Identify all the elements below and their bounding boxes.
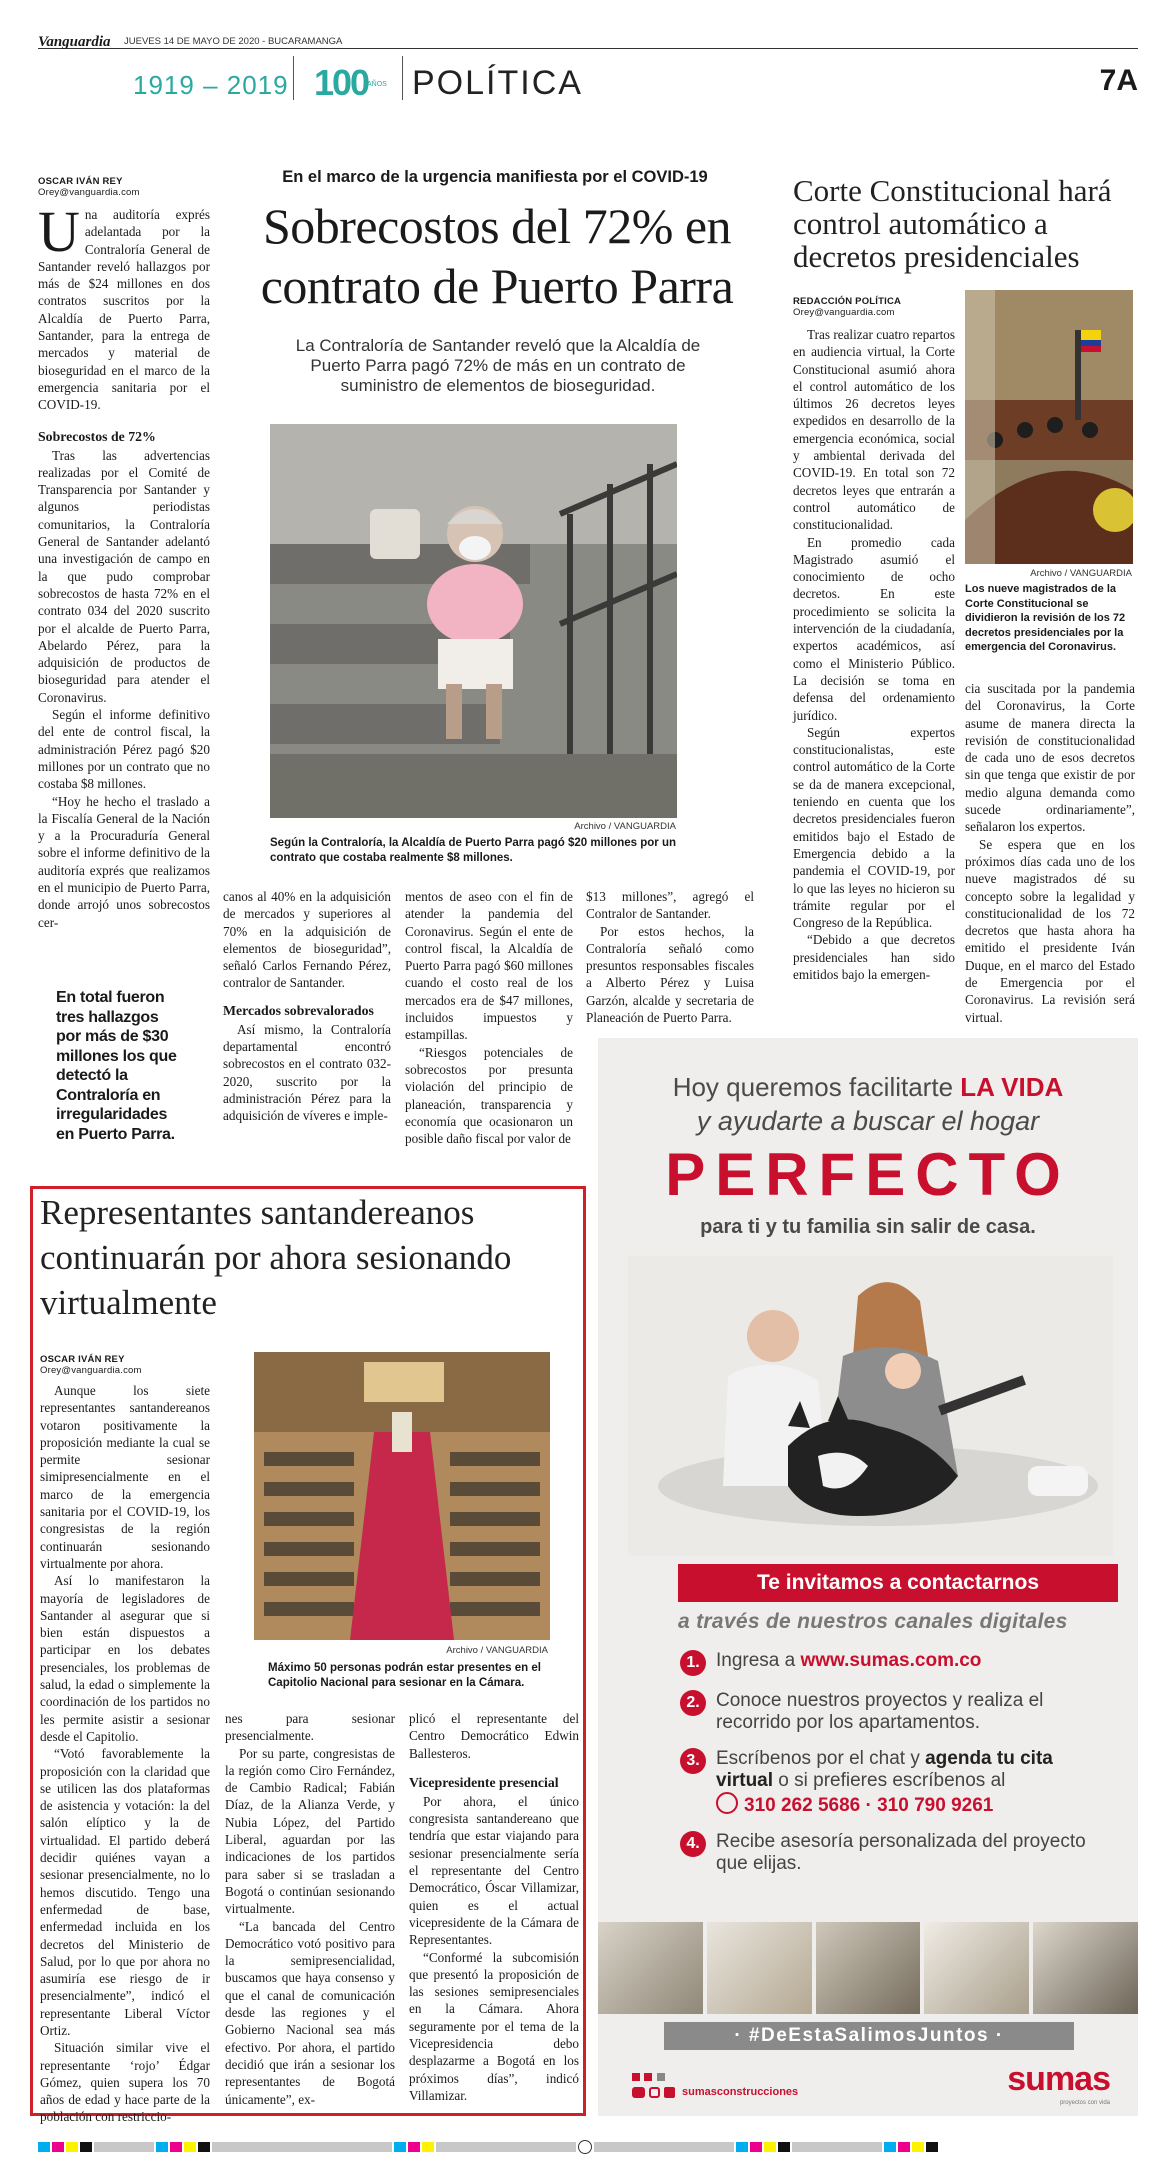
ad-life-emphasis: LA VIDA	[960, 1072, 1064, 1102]
ad-step-2	[680, 1690, 1110, 1734]
reps-byline-name: OSCAR IVÁN REY	[40, 1354, 125, 1365]
masthead-divider-2	[402, 56, 403, 100]
reps-col2-paragraph-1: nes para sesionar presencialmente.	[225, 1711, 395, 1744]
reps-photo-credit: Archivo / VANGUARDIA	[446, 1645, 548, 1656]
court-headline: Corte Constitucional hará control automático a decretos presidenciales	[793, 173, 1112, 274]
lead-photo-credit: Archivo / VANGUARDIA	[574, 821, 676, 832]
lead-dropcap: U	[38, 199, 80, 264]
court-photo	[965, 290, 1133, 564]
ad-step-1-text: Ingresa a www.sumas.com.co	[716, 1650, 982, 1671]
court-byline-email: Orey@vanguardia.com	[793, 307, 895, 318]
pull-quote: En total fueron tres hallazgos por más de $30 millones los que detectó la Contraloría en irregularidades en Puerto Parra.	[56, 989, 177, 1143]
reps-headline: Representantes santandereanos continuarán por ahora sesionando virtualmente	[40, 1193, 512, 1322]
lead-deck: La Contraloría de Santander reveló que la Alcaldía de Puerto Parra pagó 72% de más en un contrato de suministro de elementos de bioseguridad.	[295, 336, 701, 395]
ad-step-4	[680, 1831, 1110, 1875]
ad-brand-logo: sumas	[1007, 2060, 1110, 2098]
ad-step-4-number: 4.	[680, 1831, 706, 1857]
reps-column-1	[40, 1382, 210, 2126]
lead-col2-paragraph-1: canos al 40% en la adquisición de mercados y superiores al 70% en la adquisición de elementos de bioseguridad”, señaló Carlos Fernando Pérez, contralor de Santander.	[223, 889, 391, 991]
lead-column-1	[38, 199, 210, 931]
court-paragraph-1: Tras realizar cuatro repartos en audiencia virtual, la Corte Constitucional asumió ahora el control automático de los últimos 26 decretos leyes expedidos en desarrollo de la emergencia económica, social y ambiental derivada del COVID-19. En total son 72 decretos leyes que entrarán a control automático de constitucionalidad.	[793, 327, 955, 533]
ad-brand-tagline: proyectos con vida	[1059, 2100, 1110, 2106]
reps-paragraph-2: Así lo manifestaron la mayoría de legisladores de Santander al asegurar que si bien están dispuestos a participar en los debates presenciales, los problemas de salud, la edad o simplemente la coordinación de los partidos no les permite asistir a sesionar desde el Capitolio.	[40, 1573, 210, 1744]
lead-kicker: En el marco de la urgencia manifiesta por el COVID-19	[282, 168, 708, 186]
court-column-2	[965, 680, 1135, 1026]
reps-paragraph-3: “Votó favorablemente la proposición con la claridad que se utilicen las dos plataformas de asistencia y votación: la del salón elíptico y la de virtualidad. El partido deberá decidir quiénes vayan a sesionar presencialmente, no lo hemos discutido. Tengo una enfermedad de base, enfermedad incluida en los decretos del Ministerio de Salud, por lo que por ahora no asumiría ese riesgo de ir presencialmente”, indicó el representante Liberal Víctor Ortiz.	[40, 1746, 210, 2038]
lead-column-4	[586, 888, 754, 1026]
lead-byline	[38, 176, 208, 198]
reps-byline-email: Orey@vanguardia.com	[40, 1365, 142, 1376]
lead-paragraph-3: Según el informe definitivo del ente de control fiscal, la administración Pérez pagó $20 millones por un contrato que no costaba $8 millones.	[38, 707, 210, 792]
sumas-advertisement	[598, 1038, 1138, 2116]
lead-col2-paragraph-2: Así mismo, la Contraloría departamental encontró sobrecostos en el contrato 032-2020, suscrito por la administración Pérez para la adquisición de víveres e imple-	[223, 1021, 391, 1124]
lead-col3-paragraph-1: mentos de aseo con el fin de atender la pandemia del Coronavirus. Según el ente de control fiscal, la Alcaldía de Puerto Parra pagó $60 millones cuando el costo real de los mercados era de $47 millones, incluidos impuestos y estampillas.	[405, 889, 573, 1043]
ad-hashtag-bar	[664, 2022, 1074, 2050]
reps-col3-paragraph-1: plicó el representante del Centro Democrático Edwin Ballesteros.	[409, 1711, 579, 1761]
ad-apartment-photo-1	[598, 1922, 703, 2014]
lead-headline: Sobrecostos del 72% en contrato de Puerto Parra	[260, 198, 734, 314]
ad-apartment-photo-3	[816, 1922, 921, 2014]
reps-column-3	[409, 1710, 579, 2104]
ad-line-2: y ayudarte a buscar el hogar	[696, 1106, 1040, 1136]
lead-paragraph-1: Una auditoría exprés adelantada por la Contraloría General de Santander reveló hallazgos por más de $24 millones en dos contratos suscritos por la Alcaldía de Puerto Parra, Santander, para la entrega de mercados y material de bioseguridad en el marco de la emergencia sanitaria por el COVID-19.	[38, 199, 210, 413]
ad-phone[interactable]: 310 262 5686 · 310 790 9261	[744, 1795, 994, 1816]
lead-col3-paragraph-2: “Riesgos potenciales de sobrecostos por presunta violación del principio de planeación, transparencia y economía que ocasionaron un posible daño fiscal por valor de	[405, 1044, 573, 1147]
ad-step-2-text: Conoce nuestros proyectos y realiza el recorrido por los apartamentos.	[716, 1690, 1044, 1733]
ad-contact-banner: Te invitamos a contactarnos	[678, 1564, 1118, 1602]
ad-hashtag: · #DeEstaSalimosJuntos ·	[734, 2025, 1004, 2046]
reps-column-2	[225, 1710, 395, 2108]
ad-line-3: para ti y tu familia sin salir de casa.	[700, 1216, 1036, 1238]
court-paragraph-4: “Debido a que decretos presidenciales han sido emitidos bajo la emergen-	[793, 932, 955, 982]
youtube-icon[interactable]	[632, 2087, 645, 2098]
ad-apartment-photo-2	[707, 1922, 812, 2014]
lead-paragraph-4: “Hoy he hecho el traslado a la Fiscalía General de la Nación y a la Procuraduría General sobre el informe definitivo de la auditoría exprés que realizamos en el municipio de Puerto Parra, donde arrojó unos sobrecostos cer-	[38, 793, 210, 930]
masthead-topline	[38, 48, 1138, 49]
ad-step-4-text: Recibe asesoría personalizada del proyecto que elijas.	[716, 1831, 1086, 1874]
court-col2-paragraph-1: cia suscitada por la pandemia del Coronavirus, la Corte asume de manera directa la revisión de constitucionalidad de cada uno de esos decretos sin que tenga que existir de por medio alguna demanda como sucede ordinariamente”, señalaron los expertos.	[965, 681, 1135, 835]
page-number: 7A	[1099, 64, 1138, 97]
reps-photo	[254, 1352, 550, 1640]
lead-subhead-1: Sobrecostos de 72%	[38, 428, 156, 444]
lead-col4-paragraph-2: Por estos hechos, la Contraloría señaló como presuntos responsables fiscales a Alberto Pérez y Luisa Garzón, alcalde y secretaria de Planeación de Puerto Parra.	[586, 923, 754, 1026]
centenary-logo-small: AÑOS	[367, 81, 387, 88]
lead-byline-name: OSCAR IVÁN REY	[38, 176, 123, 187]
ad-step-2-number: 2.	[680, 1690, 706, 1716]
court-paragraph-2: En promedio cada Magistrado asumió el conocimiento de ocho decretos. En este procedimiento se solicita la intervención de la ciudadanía, expertos académicos, así como el Ministerio Público. La decisión se toma en defensa del ordenamiento jurídico.	[793, 534, 955, 723]
ad-apartment-photo-5	[1033, 1922, 1138, 2014]
ad-step-1	[680, 1650, 1110, 1676]
reps-subhead: Vicepresidente presencial	[409, 1774, 559, 1790]
print-registration-bar	[38, 2142, 1138, 2152]
lead-paragraph-2: Tras las advertencias realizadas por el Comité de Transparencia por Santander y algunos periodistas comunitarios, la Contraloría General de Santander adelantó una investigación de campo en la que pudo comprobar sobrecostos de hasta 72% en el contrato 034 del 2020 suscrito por el alcalde de Puerto Parra, Abelardo Pérez, para la adquisición de productos de bioseguridad para atender el Coronavirus.	[38, 447, 210, 705]
ad-website-link[interactable]: www.sumas.com.co	[800, 1650, 982, 1671]
ad-family-photo	[628, 1256, 1113, 1556]
ad-apartment-strip	[598, 1922, 1138, 2014]
masthead	[38, 34, 1138, 114]
brand-logo: Vanguardia	[38, 34, 111, 50]
ad-social	[632, 2086, 798, 2098]
reps-paragraph-1: Aunque los siete representantes santandereanos votaron positivamente la proposición mediante la cual se permite sesionar simipresencialmente en el marco de la emergencia sanitaria por el COVID-19, los congresistas de la región continuarán sesionando virtualmente por ahora.	[40, 1383, 210, 1571]
whatsapp-icon	[716, 1792, 738, 1814]
court-paragraph-3: Según expertos constitucionalistas, este control automático de la Corte se da de manera excepcional, teniendo en cuenta que los decretos presidenciales fueron emitidos bajo el Estado de Emergencia debido a la pandemia el COVID-19, por lo que las leyes no hicieron su trámite regular por el Congreso de la República.	[793, 724, 955, 931]
ad-logo-squares	[632, 2068, 665, 2086]
reps-col2-paragraph-3: “La bancada del Centro Democrático votó positivo para la semipresencialidad, buscamos que haya consenso y que el canal de comunicación desde las regiones y el Gobierno Nacional sea más efectivo. Por ahora, el partido decidió que irán a sesionar los representantes de Bogotá únicamente”, ex-	[225, 1918, 395, 2107]
ad-big-word: PERFECTO	[665, 1141, 1071, 1208]
lead-col4-paragraph-1: $13 millones”, agregó el Contralor de Santander.	[586, 889, 754, 922]
court-photo-caption: Los nueve magistrados de la Corte Constitucional se dividieron la revisión de los 72 decretos presidenciales por la emergencia del Coronavirus.	[965, 583, 1126, 653]
court-byline	[793, 296, 953, 318]
reps-byline	[40, 1354, 200, 1376]
reps-col3-paragraph-2: Por ahora, el único congresista santandereano que tendría que estar viajando para sesionar presencialmente sería el representante del Centro Democrático, Óscar Villamizar, quien es el actual vicepresidente de la Cámara de Representantes.	[409, 1793, 579, 1948]
lead-photo	[270, 424, 677, 818]
ad-social-handle[interactable]: sumasconstrucciones	[682, 2086, 799, 2098]
ad-subbanner: a través de nuestros canales digitales	[678, 1610, 1068, 1633]
reps-photo-caption: Máximo 50 personas podrán estar presentes en el Capitolio Nacional para sesionar en la Cámara.	[268, 1662, 541, 1689]
section-title: POLÍTICA	[412, 64, 583, 102]
dateline: JUEVES 14 DE MAYO DE 2020 - BUCARAMANGA	[124, 36, 343, 47]
ad-step-3-text: Escríbenos por el chat y agenda tu cita virtual o si prefieres escríbenos al 310 262 5686 · 310 790 9261	[716, 1748, 1053, 1816]
lead-column-2	[223, 888, 391, 1125]
centenary-years: 1919 – 2019	[133, 70, 289, 100]
reps-paragraph-4: Situación similar vive el representante ‘rojo’ Édgar Gómez, quien supera los 70 años de edad y hace parte de la población con restriccio-	[40, 2040, 210, 2125]
masthead-divider	[293, 56, 294, 100]
court-col2-paragraph-2: Se espera que en los próximos días cada uno de los nueve magistrados dé su concepto sobre la legalidad y constitucionalidad de los 72 decretos que hasta ahora ha emitido el presidente Iván Duque, en el marco del Estado de Emergencia por el Coronavirus. La revisión será virtual.	[965, 836, 1135, 1025]
reps-col2-paragraph-2: Por su parte, congresistas de la región como Ciro Fernández, de Cambio Radical; Fabián Díaz, de la Alianza Verde, y Nubia López, del Partido Liberal, aguardan por las indicaciones de los partidos para saber si se trasladan a Bogotá o continúan sesionando virtualmente.	[225, 1745, 395, 1917]
court-photo-credit: Archivo / VANGUARDIA	[1030, 568, 1132, 579]
ad-step-3-number: 3.	[680, 1748, 706, 1774]
lead-photo-caption: Según la Contraloría, la Alcaldía de Puerto Parra pagó $20 millones por un contrato que costaba realmente $8 millones.	[270, 837, 677, 864]
instagram-icon[interactable]	[649, 2087, 660, 2098]
lead-column-3	[405, 888, 573, 1147]
lead-subhead-2: Mercados sobrevalorados	[223, 1002, 374, 1018]
lead-byline-email: Orey@vanguardia.com	[38, 187, 140, 198]
registration-mark-icon	[578, 2140, 592, 2154]
ad-steps	[680, 1650, 1110, 1889]
court-byline-name: REDACCIÓN POLÍTICA	[793, 296, 902, 307]
ad-step-3	[680, 1748, 1110, 1817]
reps-col3-paragraph-3: “Conformé la subcomisión que presentó la proposición de las sesiones semipresenciales en la Cámara. Ahora seguramente por el tema de la Vicepresidencia debo desplazarme a Bogotá en los próximos días”, indicó Villamizar.	[409, 1949, 579, 2103]
facebook-icon[interactable]	[664, 2087, 675, 2098]
ad-step-1-number: 1.	[680, 1650, 706, 1676]
court-column-1	[793, 326, 955, 983]
ad-apartment-photo-4	[924, 1922, 1029, 2014]
centenary-logo: 100	[314, 62, 369, 103]
ad-line-1: Hoy queremos facilitarte LA VIDA	[672, 1072, 1064, 1102]
